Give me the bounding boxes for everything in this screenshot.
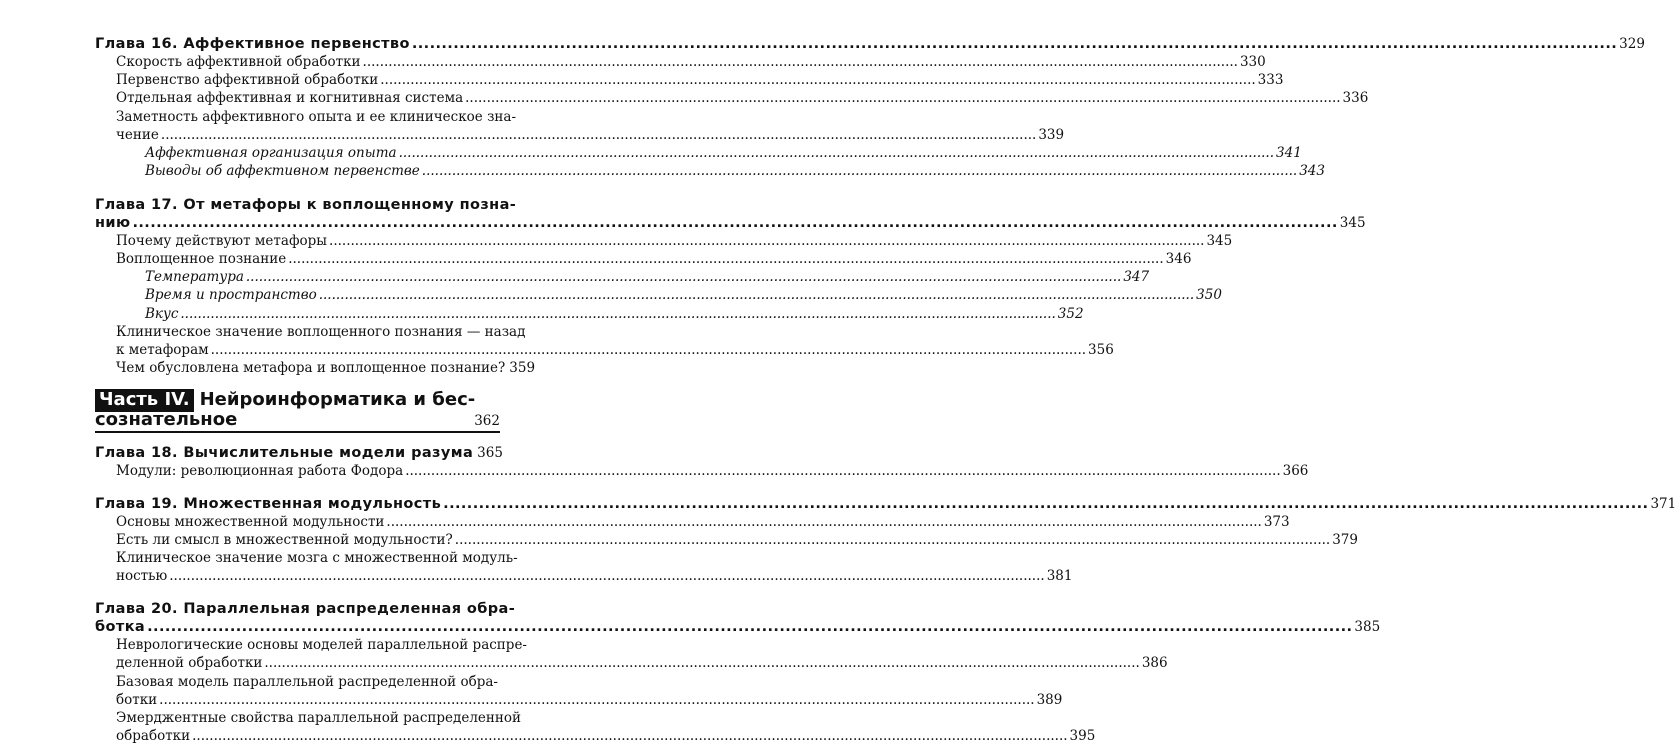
section-title-continued: чение [116, 126, 159, 143]
page-number: 371 [1650, 495, 1676, 512]
section-title-continued: к метафорам [116, 341, 209, 358]
section-title: Неврологические основы моделей параллельной распре- [116, 637, 527, 654]
section-title-continued: ностью [116, 568, 168, 585]
toc-entry-part-4-line2 [95, 409, 500, 430]
toc-entry-section-line2 [116, 126, 1065, 143]
leader-dots [412, 36, 1617, 52]
toc-entry-chapter-16 [95, 36, 1645, 52]
toc-entry-section-line1 [116, 108, 517, 125]
leader-dots [211, 342, 1086, 358]
page-number: 365 [477, 445, 503, 462]
section-title-continued: обработки [116, 728, 191, 744]
part-title: Нейроинформатика и бес- [199, 388, 476, 410]
page-number: 347 [1123, 269, 1150, 286]
toc-entry-subsection [145, 269, 1150, 286]
toc-entry-section-line2 [116, 568, 1073, 585]
page-number: 350 [1196, 287, 1222, 304]
section-title: Клиническое значение воплощенного познания — назад [116, 323, 526, 340]
leader-dots [169, 568, 1044, 584]
leader-dots [132, 215, 1337, 231]
leader-dots [443, 496, 1648, 512]
leader-dots [363, 54, 1238, 70]
page-number: 343 [1299, 163, 1325, 180]
part-badge: Часть IV. [95, 389, 194, 412]
leader-dots [380, 72, 1255, 88]
toc-entry-section [116, 360, 536, 377]
chapter-title: Глава 20. Параллельная распределенная обра- [95, 600, 516, 617]
toc-entry-section [116, 251, 1192, 268]
leader-dots [465, 90, 1340, 106]
page-number: 345 [1339, 214, 1366, 231]
section-title: Скорость аффективной обработки [116, 54, 361, 71]
subsection-title: Вкус [145, 305, 179, 322]
section-title: Есть ли смысл в множественной модульности? [116, 532, 453, 549]
leader-dots [192, 728, 1067, 744]
page-number: 356 [1088, 341, 1114, 358]
leader-dots [161, 127, 1036, 143]
section-title: Эмерджентные свойства параллельной распределенной [116, 709, 522, 726]
section-title: Воплощенное познание [116, 251, 287, 268]
page-number: 362 [474, 412, 500, 429]
page-number: 333 [1257, 72, 1284, 89]
page-number: 366 [1282, 463, 1309, 480]
leader-dots [288, 251, 1163, 267]
toc-entry-section-line1 [116, 674, 500, 690]
toc-entry-section [116, 54, 1266, 71]
toc-entry-subsection [145, 287, 1222, 304]
toc-entry-section-line2 [116, 728, 1096, 744]
subsection-title: Температура [145, 269, 244, 286]
page-number: 341 [1276, 144, 1302, 161]
toc-entry-section-line2 [116, 341, 1114, 358]
page-number: 336 [1342, 90, 1369, 107]
page-number: 345 [1206, 232, 1233, 249]
toc-entry-subsection [145, 305, 1084, 322]
page-number: 381 [1046, 568, 1073, 585]
toc-entry-section-line2 [116, 691, 1063, 708]
leader-dots [147, 619, 1352, 635]
toc-entry-chapter-17-line1 [95, 196, 517, 213]
leader-dots [386, 514, 1261, 530]
chapter-title: Глава 19. Множественная модульность [95, 495, 442, 512]
leader-dots [422, 163, 1297, 179]
page-number: 359 [509, 360, 536, 377]
page-number: 389 [1036, 691, 1063, 708]
page-number: 330 [1239, 54, 1266, 71]
part-title-continued: сознательное [95, 408, 238, 430]
section-title: Модули: революционная работа Фодора [116, 463, 404, 480]
leader-dots [159, 692, 1034, 708]
section-title: Отдельная аффективная и когнитивная система [116, 90, 464, 107]
page-number: 346 [1165, 251, 1192, 268]
toc-entry-section [116, 72, 1284, 89]
leader-dots [246, 269, 1121, 285]
toc-entry-chapter-20-line2 [95, 619, 1381, 636]
leader-dots [455, 532, 1330, 548]
page-number: 329 [1619, 36, 1645, 52]
page-number: 379 [1332, 532, 1358, 549]
page-number: 385 [1354, 619, 1381, 636]
chapter-title: Глава 18. Вычислительные модели разума [95, 445, 474, 462]
section-title: Базовая модель параллельной распределенной обра- [116, 673, 498, 690]
section-title: Заметность аффективного опыта и ее клиническое зна- [116, 108, 517, 125]
toc-entry-chapter-17-line2 [95, 214, 1366, 231]
chapter-title: Глава 17. От метафоры к воплощенному позна- [95, 196, 517, 213]
leader-dots [264, 655, 1139, 671]
toc-entry-section-line1 [116, 323, 526, 340]
section-title: Клиническое значение мозга с множественной модуль- [116, 550, 518, 567]
chapter-title-continued: ботка [95, 619, 146, 636]
toc-entry-section [116, 532, 1358, 549]
toc-entry-section-line1 [116, 637, 527, 654]
page-number: 395 [1069, 728, 1096, 744]
part-divider [95, 431, 500, 433]
subsection-title: Выводы об аффективном первенстве [145, 163, 420, 180]
page-number: 339 [1038, 126, 1065, 143]
chapter-title-continued: нию [95, 214, 131, 231]
toc-entry-section [116, 513, 1290, 530]
page-number: 386 [1141, 655, 1168, 672]
toc-entry-chapter-20-line1 [95, 600, 516, 617]
page-number: 373 [1263, 513, 1290, 530]
section-title: Почему действуют метафоры [116, 232, 328, 249]
toc-entry-subsection [145, 144, 1302, 161]
toc-entry-section-line1 [116, 709, 522, 726]
toc-entry-chapter-19 [95, 495, 1676, 512]
subsection-title: Аффективная организация опыта [145, 144, 397, 161]
page-number: 352 [1057, 305, 1084, 322]
toc-entry-subsection [145, 163, 1325, 180]
toc-entry-section-line1 [116, 550, 518, 567]
section-title: Чем обусловлена метафора и воплощенное познание? [116, 360, 506, 377]
section-title: Первенство аффективной обработки [116, 72, 379, 89]
chapter-title: Глава 16. Аффективное первенство [95, 36, 410, 52]
leader-dots [329, 233, 1204, 249]
toc-entry-section [116, 463, 1309, 480]
leader-dots [399, 145, 1274, 161]
toc-entry-section [116, 232, 1233, 249]
leader-dots [180, 306, 1055, 322]
leader-dots [405, 463, 1280, 479]
section-title: Основы множественной модульности [116, 513, 385, 530]
section-title-continued: деленной обработки [116, 655, 263, 672]
toc-entry-section [116, 90, 1369, 107]
section-title-continued: ботки [116, 691, 158, 708]
toc-entry-section-line2 [116, 655, 1168, 672]
toc-entry-chapter-18 [95, 445, 503, 462]
subsection-title: Время и пространство [145, 287, 317, 304]
leader-dots [319, 287, 1194, 303]
